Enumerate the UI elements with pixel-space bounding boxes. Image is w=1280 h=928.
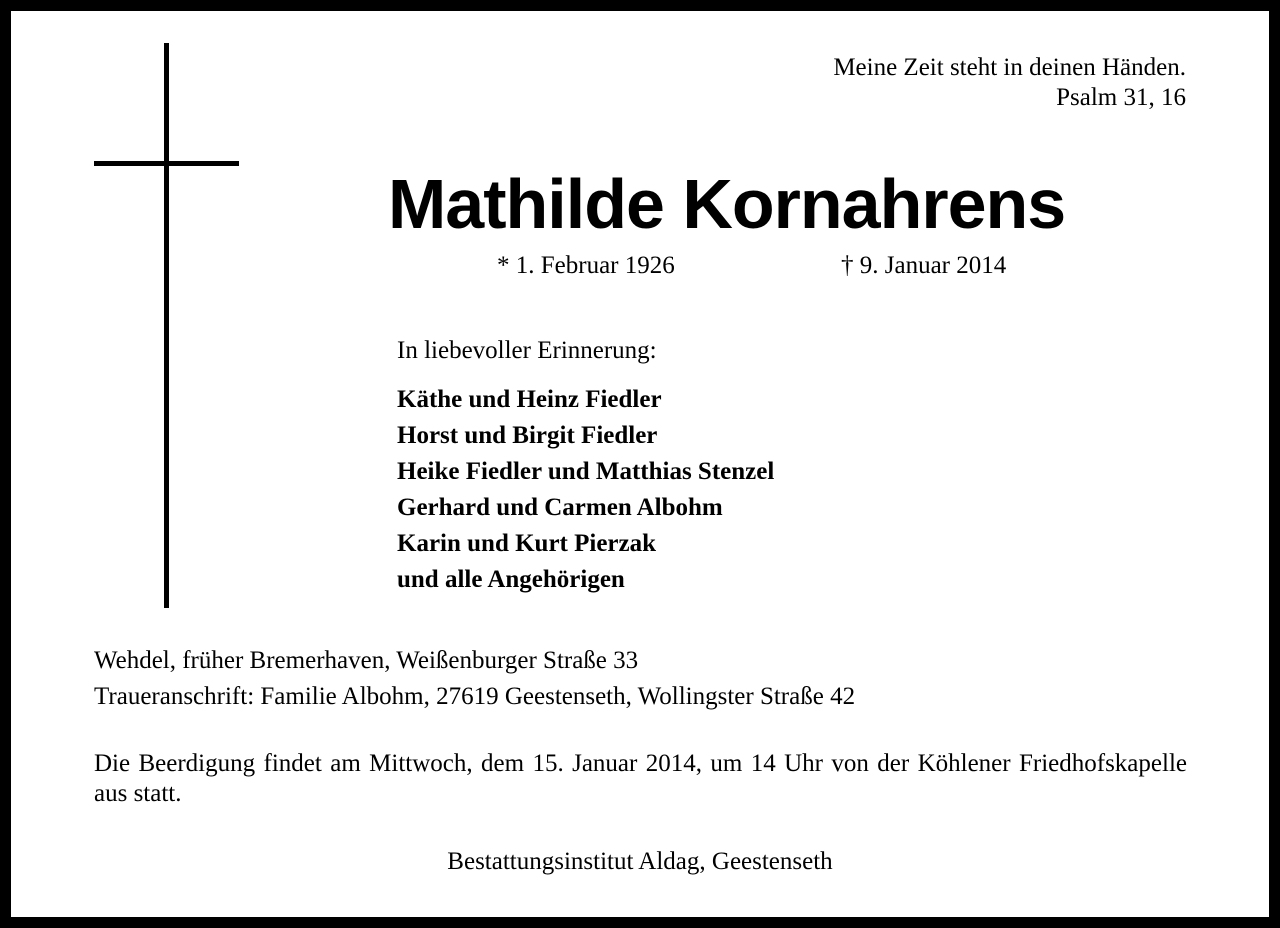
birth-date: * 1. Februar 1926 <box>497 252 675 279</box>
death-date: † 9. Januar 2014 <box>841 252 1007 279</box>
mourners-list <box>397 382 774 598</box>
residence-line: Wehdel, früher Bremerhaven, Weißenburger Straße 33 <box>94 647 639 674</box>
mourner-entry: Horst und Birgit Fiedler <box>397 422 658 449</box>
funeral-notice: Die Beerdigung findet am Mittwoch, dem 15. Januar 2014, um 14 Uhr von der Köhlener Friedhofskapelle aus statt. <box>94 750 1187 807</box>
obituary-notice <box>11 11 1269 917</box>
mourner-entry: und alle Angehörigen <box>397 566 625 593</box>
quote-text: Meine Zeit steht in deinen Händen. <box>833 54 1186 81</box>
mourner-entry: Gerhard und Carmen Albohm <box>397 494 723 521</box>
bible-quote <box>833 53 1186 113</box>
quote-reference: Psalm 31, 16 <box>1056 84 1186 111</box>
cross-horizontal-bar <box>94 161 239 166</box>
mourner-entry: Käthe und Heinz Fiedler <box>397 386 662 413</box>
mourner-entry: Karin und Kurt Pierzak <box>397 530 657 557</box>
memory-intro: In liebevoller Erinnerung: <box>397 337 657 364</box>
mourner-entry: Heike Fiedler und Matthias Stenzel <box>397 458 775 485</box>
deceased-name: Mathilde Kornahrens <box>388 165 1066 243</box>
mourning-address-line: Traueranschrift: Familie Albohm, 27619 Geestenseth, Wollingster Straße 42 <box>94 683 856 710</box>
cross-vertical-bar <box>164 43 169 608</box>
undertaker: Bestattungsinstitut Aldag, Geestenseth <box>447 848 833 875</box>
address-block <box>94 643 855 715</box>
